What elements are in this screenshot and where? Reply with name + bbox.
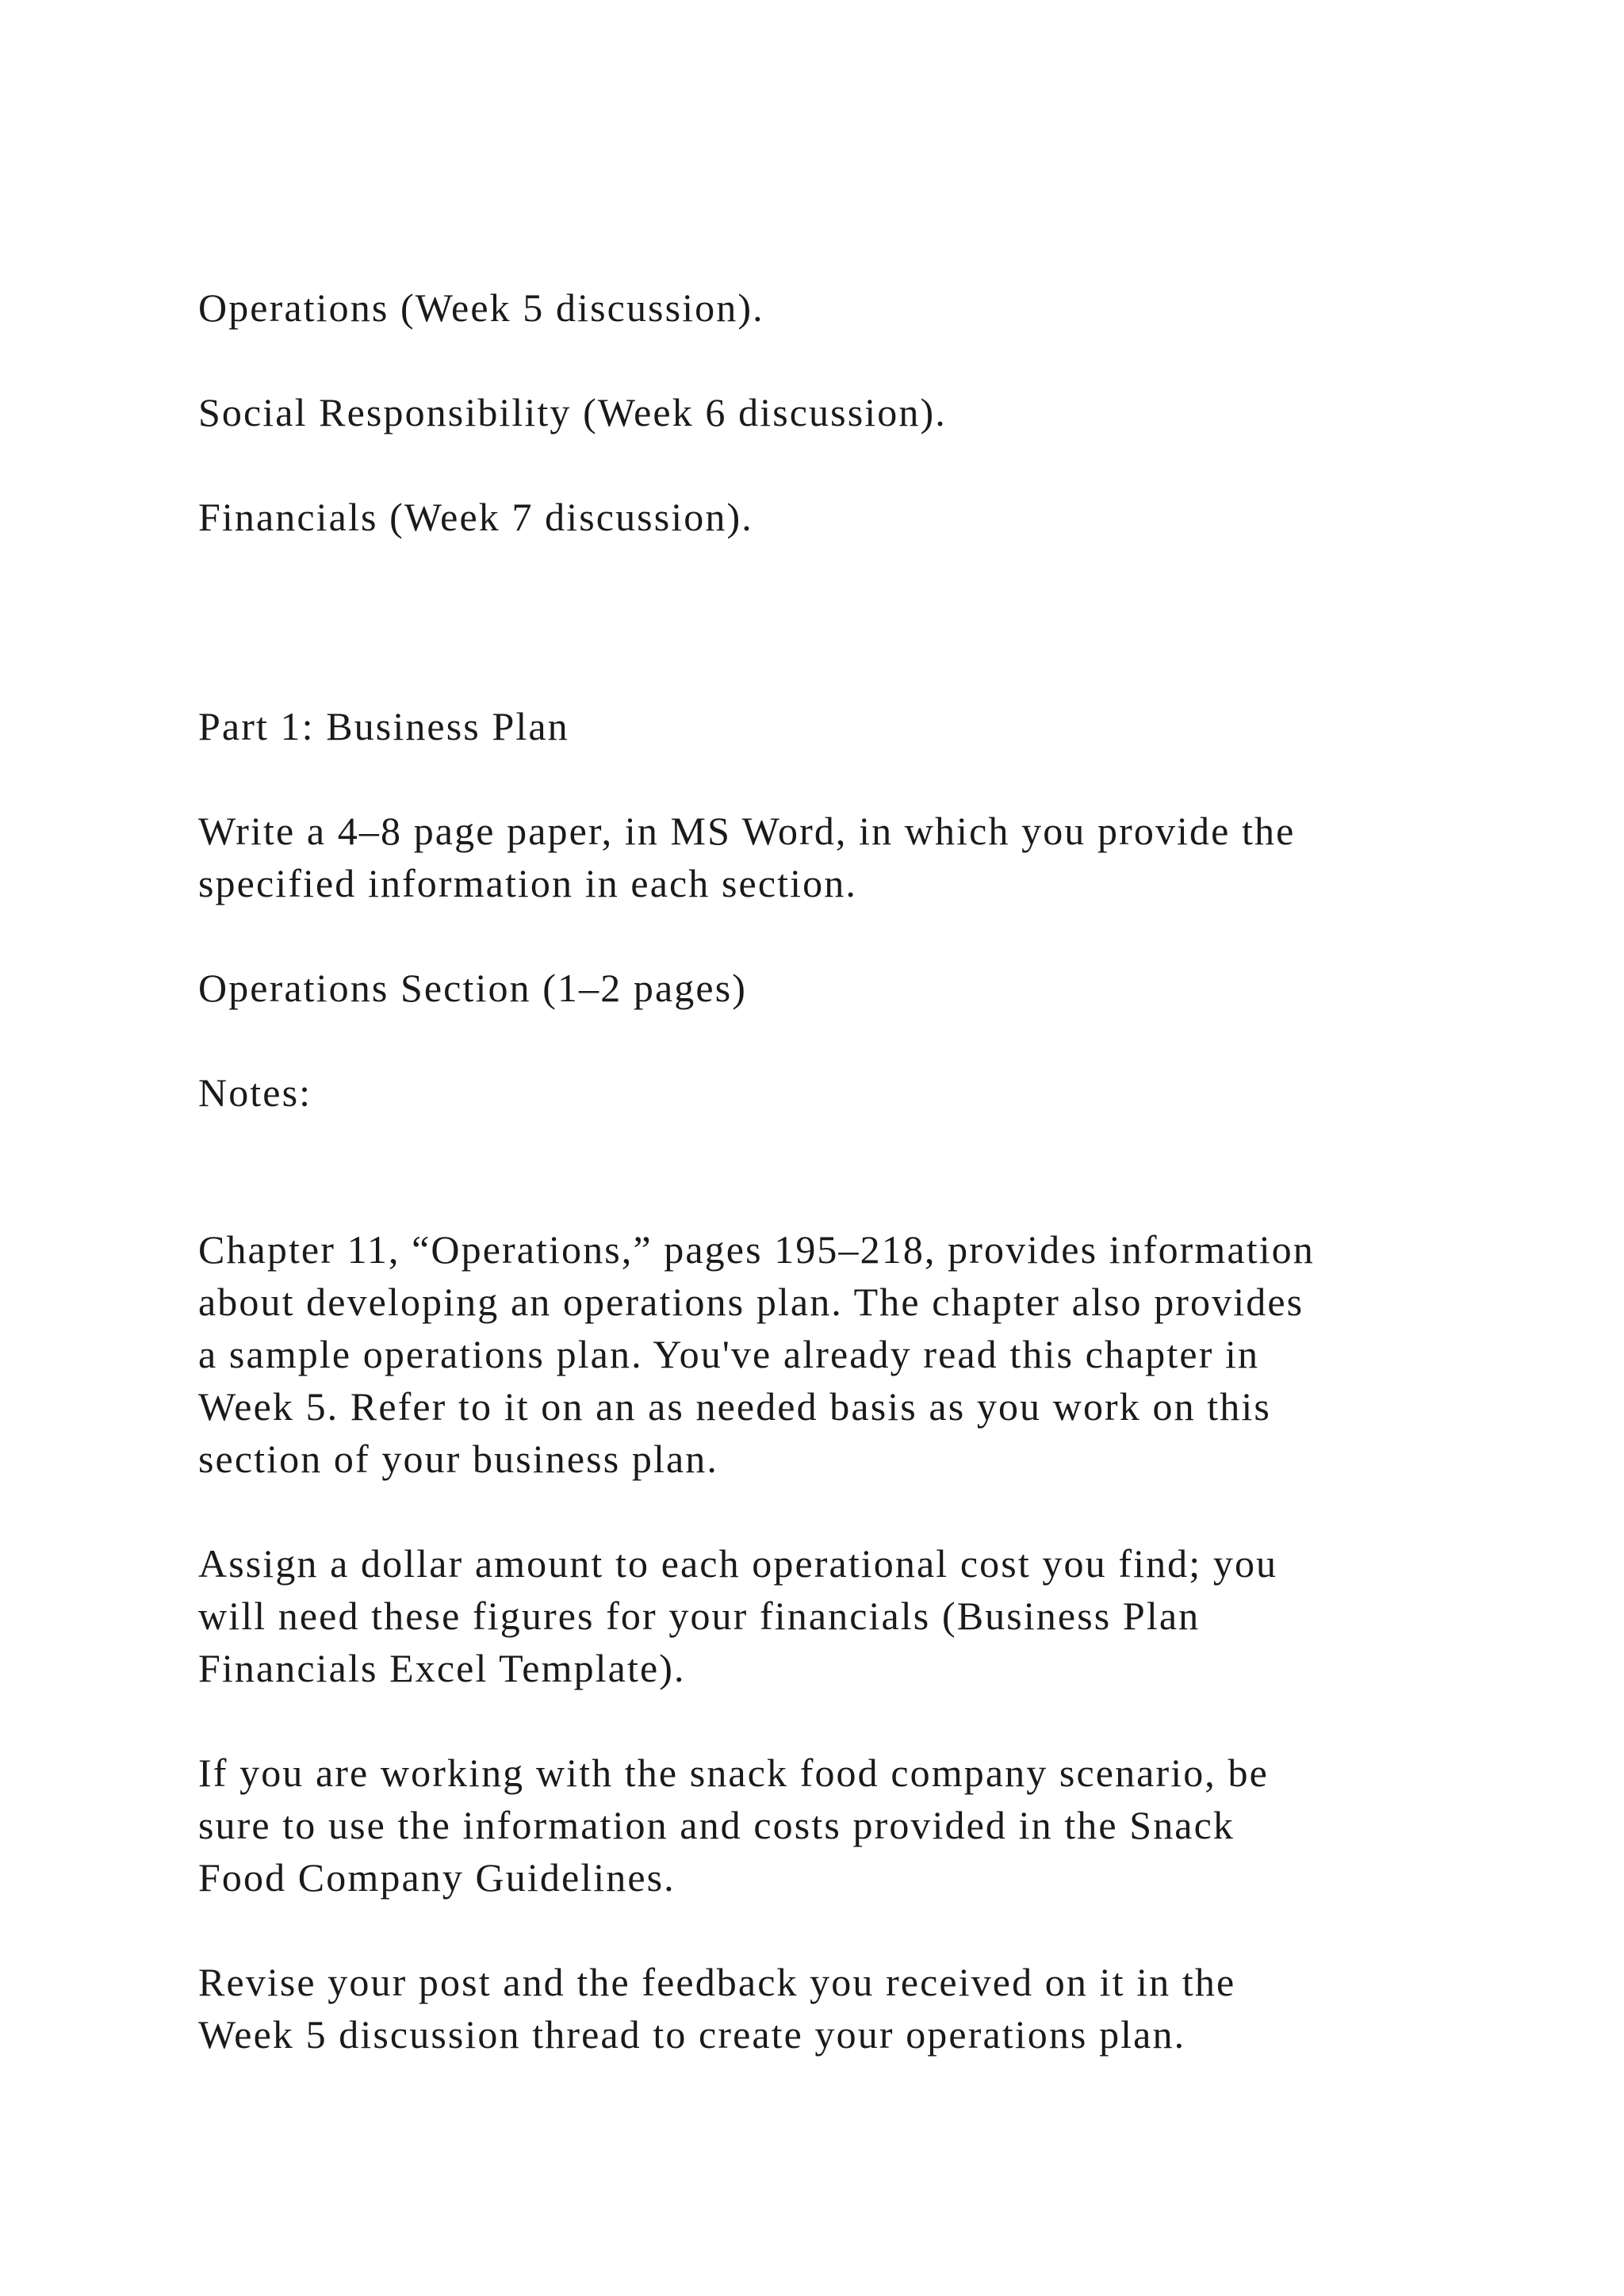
snack-note-line: If you are working with the snack food company scenario, be — [198, 1751, 1269, 1795]
section-heading — [198, 962, 1499, 1014]
part-heading-text: Part 1: Business Plan — [198, 704, 569, 748]
part-heading — [198, 700, 1499, 752]
chapter-note-line: section of your business plan. — [198, 1437, 718, 1481]
revise-note-line: Week 5 discussion thread to create your operations plan. — [198, 2012, 1186, 2057]
week-item-operations — [198, 281, 1499, 334]
snack-note-line: Food Company Guidelines. — [198, 1855, 676, 1900]
chapter-note-line: Chapter 11, “Operations,” pages 195–218, provides information — [198, 1227, 1315, 1272]
notes-label-text: Notes: — [198, 1070, 312, 1115]
week-item-social-responsibility-text: Social Responsibility (Week 6 discussion). — [198, 390, 947, 434]
chapter-note-line: about developing an operations plan. The chapter also provides — [198, 1280, 1304, 1324]
dollar-note-line: will need these figures for your financials (Business Plan — [198, 1594, 1201, 1638]
week-item-social-responsibility — [198, 386, 1499, 438]
notes-label — [198, 1066, 1499, 1119]
document-body — [198, 281, 1499, 2061]
dollar-note-paragraph — [198, 1537, 1499, 1694]
revise-note-line: Revise your post and the feedback you received on it in the — [198, 1960, 1236, 2004]
intro-paragraph — [198, 805, 1499, 909]
snack-note-paragraph — [198, 1747, 1499, 1904]
week-item-financials — [198, 491, 1499, 543]
intro-line: specified information in each section. — [198, 861, 857, 905]
week-item-financials-text: Financials (Week 7 discussion). — [198, 495, 753, 539]
section-heading-text: Operations Section (1–2 pages) — [198, 966, 748, 1010]
intro-line: Write a 4–8 page paper, in MS Word, in which you provide the — [198, 809, 1296, 853]
dollar-note-line: Assign a dollar amount to each operational cost you find; you — [198, 1541, 1278, 1586]
chapter-note-paragraph — [198, 1223, 1499, 1485]
week-item-operations-text: Operations (Week 5 discussion). — [198, 285, 764, 330]
revise-note-paragraph — [198, 1956, 1499, 2061]
snack-note-line: sure to use the information and costs provided in the Snack — [198, 1803, 1235, 1847]
chapter-note-line: a sample operations plan. You've already read this chapter in — [198, 1332, 1260, 1376]
dollar-note-line: Financials Excel Template). — [198, 1646, 686, 1690]
chapter-note-line: Week 5. Refer to it on an as needed basis as you work on this — [198, 1384, 1271, 1429]
